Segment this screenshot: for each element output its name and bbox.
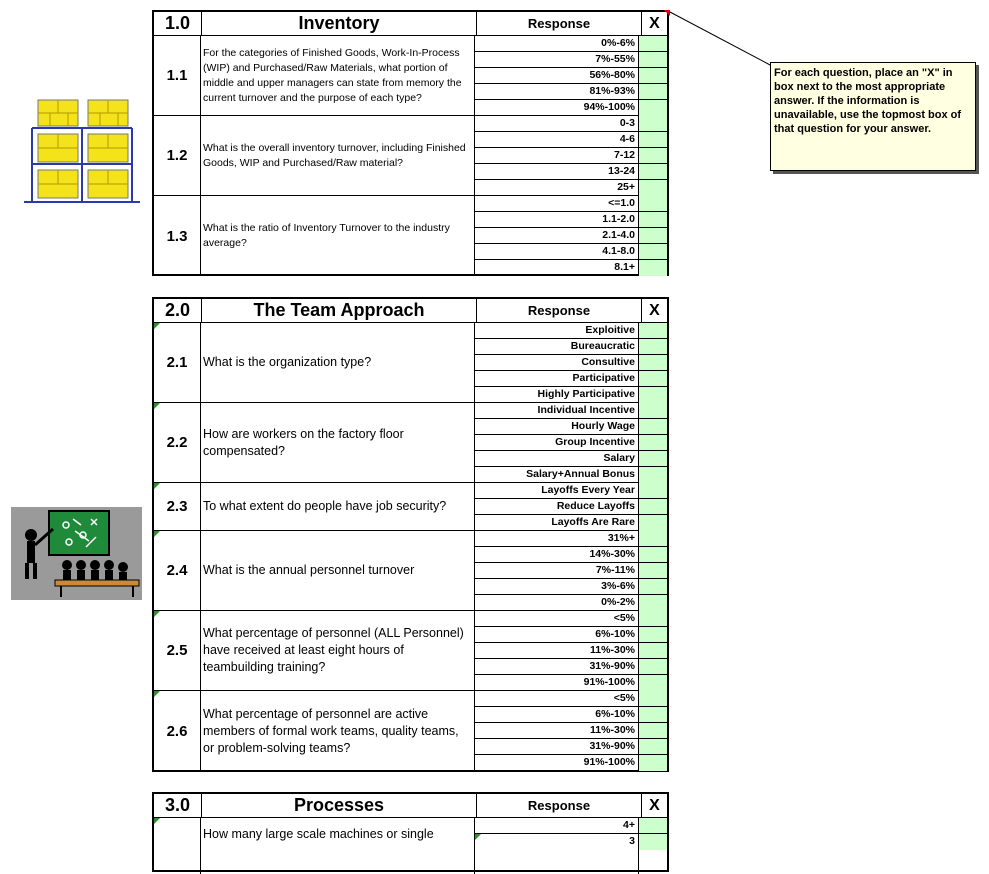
answer-x-cell[interactable] — [639, 627, 667, 643]
x-cells — [639, 403, 667, 482]
answer-x-cell[interactable] — [639, 483, 667, 499]
answer-x-cell[interactable] — [639, 419, 667, 435]
answer-x-cell[interactable] — [639, 595, 667, 611]
question-number: 2.5 — [154, 611, 201, 690]
answer-x-cell[interactable] — [639, 435, 667, 451]
question-text: How are workers on the factory floor compensated? — [201, 403, 475, 482]
answer-x-cell[interactable] — [639, 196, 667, 212]
response-option: <=1.0 — [475, 196, 638, 212]
question-text: What is the organization type? — [201, 323, 475, 402]
response-option: 6%-10% — [475, 707, 638, 723]
response-option: 0%-6% — [475, 36, 638, 52]
response-option: 11%-30% — [475, 723, 638, 739]
section-number: 1.0 — [154, 12, 202, 35]
answer-x-cell[interactable] — [639, 148, 667, 164]
answer-x-cell[interactable] — [639, 611, 667, 627]
x-column-header: X — [649, 302, 660, 319]
answer-x-cell[interactable] — [639, 371, 667, 387]
answer-x-cell[interactable] — [639, 164, 667, 180]
question-number: 2.2 — [154, 403, 201, 482]
answer-x-cell[interactable] — [639, 659, 667, 675]
section-team-approach — [152, 297, 669, 772]
answer-x-cell[interactable] — [639, 244, 667, 260]
x-cells — [639, 691, 667, 771]
response-option: 7%-55% — [475, 52, 638, 68]
x-cells — [639, 196, 667, 276]
question-row — [154, 818, 667, 874]
response-option: 4.1-8.0 — [475, 244, 638, 260]
question-row — [154, 611, 667, 691]
response-option: Bureaucratic — [475, 339, 638, 355]
response-column-header: Response — [477, 794, 642, 817]
answer-x-cell[interactable] — [639, 355, 667, 371]
response-option: 94%-100% — [583, 101, 635, 113]
answer-x-cell[interactable] — [639, 212, 667, 228]
response-option: 4-6 — [475, 132, 638, 148]
response-option: Participative — [475, 371, 638, 387]
response-option: 25+ — [617, 181, 635, 193]
x-column-header: X — [649, 15, 660, 32]
x-cells — [639, 818, 667, 874]
answer-x-cell[interactable] — [639, 643, 667, 659]
section-title: Inventory — [202, 12, 477, 35]
response-options — [475, 323, 639, 402]
question-row — [154, 403, 667, 483]
question-text: What is the overall inventory turnover, including Finished Goods, WIP and Purchased/Raw material? — [201, 116, 475, 195]
x-column-header: X — [649, 797, 660, 814]
response-option: 11%-30% — [475, 643, 638, 659]
instruction-comment-note: For each question, place an "X" in box next to the most appropriate answer. If the information is unavailable, use the topmost box of that question for your answer. — [770, 62, 976, 171]
question-number: 1.1 — [154, 36, 201, 115]
answer-x-cell[interactable] — [639, 723, 667, 739]
answer-x-cell[interactable] — [639, 228, 667, 244]
answer-x-cell[interactable] — [639, 132, 667, 148]
answer-x-cell[interactable] — [639, 579, 667, 595]
question-row — [154, 323, 667, 403]
answer-x-cell[interactable] — [639, 403, 667, 419]
answer-x-cell[interactable] — [639, 531, 667, 547]
response-option: Salary — [475, 451, 638, 467]
response-option: 91%-100% — [583, 676, 635, 688]
question-text: What percentage of personnel (ALL Personnel) have received at least eight hours of teambuilding training? — [201, 611, 475, 690]
response-option: 31%-90% — [475, 739, 638, 755]
answer-x-cell[interactable] — [639, 691, 667, 707]
section-header — [154, 299, 667, 323]
x-cells — [639, 116, 667, 195]
answer-x-cell[interactable] — [639, 515, 667, 531]
answer-x-cell[interactable] — [639, 834, 667, 850]
response-options — [475, 611, 639, 690]
answer-x-cell[interactable] — [639, 755, 667, 771]
question-number: 1.3 — [154, 196, 201, 276]
answer-x-cell[interactable] — [639, 499, 667, 515]
question-row — [154, 691, 667, 771]
response-option: Individual Incentive — [475, 403, 638, 419]
response-option: 3 — [475, 834, 638, 850]
question-number — [154, 818, 201, 874]
section-title: The Team Approach — [202, 299, 477, 322]
response-options — [475, 116, 639, 195]
x-cells — [639, 611, 667, 690]
inventory-pallets-icon — [22, 98, 142, 206]
question-text: For the categories of Finished Goods, Work-In-Process (WIP) and Purchased/Raw Materials, what portion of middle and upper managers can state from memory the current turnover and the purpose of each type? — [201, 36, 475, 115]
answer-x-cell[interactable] — [639, 818, 667, 834]
response-option: 0-3 — [475, 116, 638, 132]
response-option: 7-12 — [475, 148, 638, 164]
response-option: Consultive — [475, 355, 638, 371]
question-number: 2.1 — [154, 323, 201, 402]
answer-x-cell[interactable] — [639, 547, 667, 563]
response-option: Highly Participative — [537, 388, 635, 400]
response-option: <5% — [475, 691, 638, 707]
section-number: 3.0 — [154, 794, 202, 817]
response-option: Layoffs Every Year — [475, 483, 638, 499]
question-row — [154, 116, 667, 196]
answer-x-cell[interactable] — [639, 260, 667, 276]
response-option: 3%-6% — [475, 579, 638, 595]
section-header — [154, 794, 667, 818]
question-text: What percentage of personnel are active members of formal work teams, quality teams, or problem-solving teams? — [201, 691, 475, 771]
question-row — [154, 196, 667, 276]
answer-x-cell[interactable] — [639, 323, 667, 339]
response-option: 81%-93% — [475, 84, 638, 100]
response-column-header: Response — [477, 12, 642, 35]
question-text: What is the annual personnel turnover — [201, 531, 475, 610]
response-option: Group Incentive — [475, 435, 638, 451]
section-number: 2.0 — [154, 299, 202, 322]
response-option: Reduce Layoffs — [475, 499, 638, 515]
response-options — [475, 196, 639, 276]
response-option: 31%-90% — [475, 659, 638, 675]
answer-x-cell[interactable] — [639, 339, 667, 355]
team-coaching-icon — [11, 507, 142, 600]
answer-x-cell[interactable] — [639, 739, 667, 755]
question-number: 2.4 — [154, 531, 201, 610]
question-number: 1.2 — [154, 116, 201, 195]
question-number: 2.6 — [154, 691, 201, 771]
answer-x-cell[interactable] — [639, 563, 667, 579]
answer-x-cell[interactable] — [639, 451, 667, 467]
response-option: Hourly Wage — [475, 419, 638, 435]
answer-x-cell[interactable] — [639, 387, 667, 403]
response-option: 7%-11% — [475, 563, 638, 579]
section-title: Processes — [202, 794, 477, 817]
response-option: 13-24 — [475, 164, 638, 180]
response-option: 1.1-2.0 — [475, 212, 638, 228]
response-option: 56%-80% — [475, 68, 638, 84]
response-option: 31%+ — [475, 531, 638, 547]
answer-x-cell[interactable] — [639, 180, 667, 196]
response-option: 8.1+ — [614, 261, 635, 273]
x-cells — [639, 323, 667, 402]
response-option: 6%-10% — [475, 627, 638, 643]
question-row — [154, 531, 667, 611]
question-text: How many large scale machines or single — [201, 818, 475, 874]
question-text: What is the ratio of Inventory Turnover to the industry average? — [201, 196, 475, 276]
response-option: Salary+Annual Bonus — [526, 468, 635, 480]
response-option: 0%-2% — [601, 596, 635, 608]
response-option: 2.1-4.0 — [475, 228, 638, 244]
section-processes — [152, 792, 669, 872]
question-number: 2.3 — [154, 483, 201, 530]
response-option: 14%-30% — [475, 547, 638, 563]
question-row — [154, 483, 667, 531]
x-cells — [639, 483, 667, 530]
response-option: 4+ — [475, 818, 638, 834]
response-options — [475, 483, 639, 530]
response-option: Exploitive — [475, 323, 638, 339]
answer-x-cell[interactable] — [639, 675, 667, 691]
answer-x-cell[interactable] — [639, 467, 667, 483]
response-option: <5% — [475, 611, 638, 627]
response-options — [475, 531, 639, 610]
answer-x-cell[interactable] — [639, 116, 667, 132]
response-option: Layoffs Are Rare — [551, 516, 635, 528]
response-options — [475, 403, 639, 482]
x-cells — [639, 531, 667, 610]
response-options — [475, 818, 639, 874]
answer-x-cell[interactable] — [639, 100, 667, 116]
answer-x-cell[interactable] — [639, 707, 667, 723]
response-option: 91%-100% — [583, 756, 635, 768]
question-text: To what extent do people have job security? — [201, 483, 475, 530]
response-options — [475, 691, 639, 771]
response-column-header: Response — [477, 299, 642, 322]
